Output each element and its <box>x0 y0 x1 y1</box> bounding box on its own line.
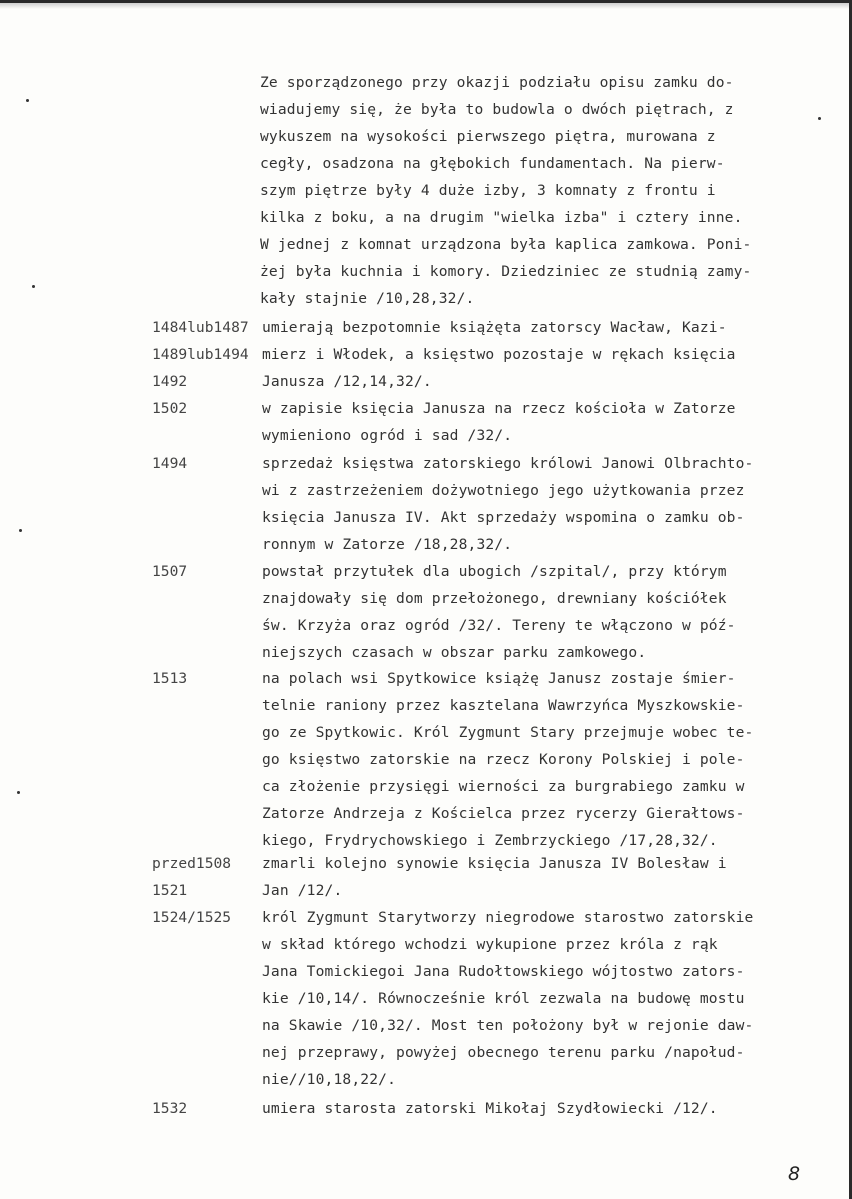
entry-line: sprzedaż księstwa zatorskiego królowi Janowi Olbrachto- <box>262 455 754 472</box>
entry-date: 1502 <box>152 400 188 417</box>
entry-line: Janusza /12,14,32/. <box>262 373 432 390</box>
entry-date: 1489lub1494 <box>152 346 249 363</box>
entry-date: 1521 <box>152 882 188 899</box>
scan-speck <box>19 529 22 532</box>
intro-line: żej była kuchnia i komory. Dziedziniec ze studnią zamy- <box>260 263 752 280</box>
entry-date: 1513 <box>152 670 188 687</box>
entry-date: przed1508 <box>152 855 232 872</box>
entry-line: mierz i Włodek, a księstwo pozostaje w rękach księcia <box>262 346 736 363</box>
scan-speck <box>17 791 20 794</box>
entry-line: kie /10,14/. Równocześnie król zezwala na budowę mostu <box>262 990 745 1007</box>
page-number: 8 <box>788 1163 801 1185</box>
entry-line: ronnym w Zatorze /18,28,32/. <box>262 536 513 553</box>
entry-date: 1532 <box>152 1100 188 1117</box>
intro-line: cegły, osadzona na głębokich fundamentach. Na pierw- <box>260 155 725 172</box>
entry-line: powstał przytułek dla ubogich /szpital/, przy którym <box>262 563 727 580</box>
intro-line: kilka z boku, a na drugim "wielka izba" i cztery inne. <box>260 209 743 226</box>
entry-line: go księstwo zatorskie na rzecz Korony Polskiej i pole- <box>262 751 745 768</box>
intro-line: kały stajnie /10,28,32/. <box>260 290 475 307</box>
entry-line: nie//10,18,22/. <box>262 1071 397 1088</box>
scan-speck <box>26 99 29 102</box>
entry-line: wi z zastrzeżeniem dożywotniego jego użytkowania przez <box>262 482 745 499</box>
entry-line: wymieniono ogród i sad /32/. <box>262 427 513 444</box>
intro-line: W jednej z komnat urządzona była kaplica zamkowa. Poni- <box>260 236 752 253</box>
intro-line: szym piętrze były 4 duże izby, 3 komnaty z frontu i <box>260 182 716 199</box>
entry-line: w zapisie księcia Janusza na rzecz kościoła w Zatorze <box>262 400 736 417</box>
entry-line: znajdowały się dom przełożonego, drewniany kościółek <box>262 590 727 607</box>
entry-line: kiego, Frydrychowskiego i Zembrzyckiego /17,28,32/. <box>262 832 718 849</box>
entry-line: umierają bezpotomnie książęta zatorscy Wacław, Kazi- <box>262 319 727 336</box>
scan-speck <box>818 117 821 120</box>
entry-line: księcia Janusza IV. Akt sprzedaży wspomina o zamku ob- <box>262 509 745 526</box>
entry-line: go ze Spytkowic. Król Zygmunt Stary przejmuje wobec te- <box>262 724 754 741</box>
entry-line: Zatorze Andrzeja z Kościelca przez rycerzy Gierałtows- <box>262 805 745 822</box>
entry-line: św. Krzyża oraz ogród /32/. Tereny te włączono w póź- <box>262 617 736 634</box>
entry-date: 1524/1525 <box>152 909 232 926</box>
entry-line: zmarli kolejno synowie księcia Janusza IV Bolesław i <box>262 855 727 872</box>
intro-line: wiadujemy się, że była to budowla o dwóch piętrach, z <box>260 101 734 118</box>
intro-line: wykuszem na wysokości pierwszego piętra, murowana z <box>260 128 716 145</box>
entry-line: Jan /12/. <box>262 882 343 899</box>
entry-line: umiera starosta zatorski Mikołaj Szydłowiecki /12/. <box>262 1100 718 1117</box>
entry-date: 1484lub1487 <box>152 319 249 336</box>
entry-line: w skład którego wchodzi wykupione przez króla z rąk <box>262 936 718 953</box>
intro-line: Ze sporządzonego przy okazji podziału opisu zamku do- <box>260 74 734 91</box>
entry-line: król Zygmunt Starytworzy niegrodowe starostwo zatorskie <box>262 909 754 926</box>
entry-line: telnie raniony przez kasztelana Wawrzyńca Myszkowskie- <box>262 697 745 714</box>
entry-line: na Skawie /10,32/. Most ten położony był w rejonie daw- <box>262 1017 754 1034</box>
scan-edge-shadow <box>0 3 849 9</box>
entry-line: na polach wsi Spytkowice książę Janusz zostaje śmier- <box>262 670 736 687</box>
entry-line: Jana Tomickiegoi Jana Rudołtowskiego wójtostwo zators- <box>262 963 745 980</box>
entry-date: 1492 <box>152 373 188 390</box>
entry-date: 1494 <box>152 455 188 472</box>
entry-date: 1507 <box>152 563 188 580</box>
scan-speck <box>32 285 35 288</box>
entry-line: nej przeprawy, powyżej obecnego terenu parku /napołud- <box>262 1044 745 1061</box>
entry-line: ca złożenie przysięgi wierności za burgrabiego zamku w <box>262 778 745 795</box>
entry-line: niejszych czasach w obszar parku zamkowego. <box>262 644 647 661</box>
